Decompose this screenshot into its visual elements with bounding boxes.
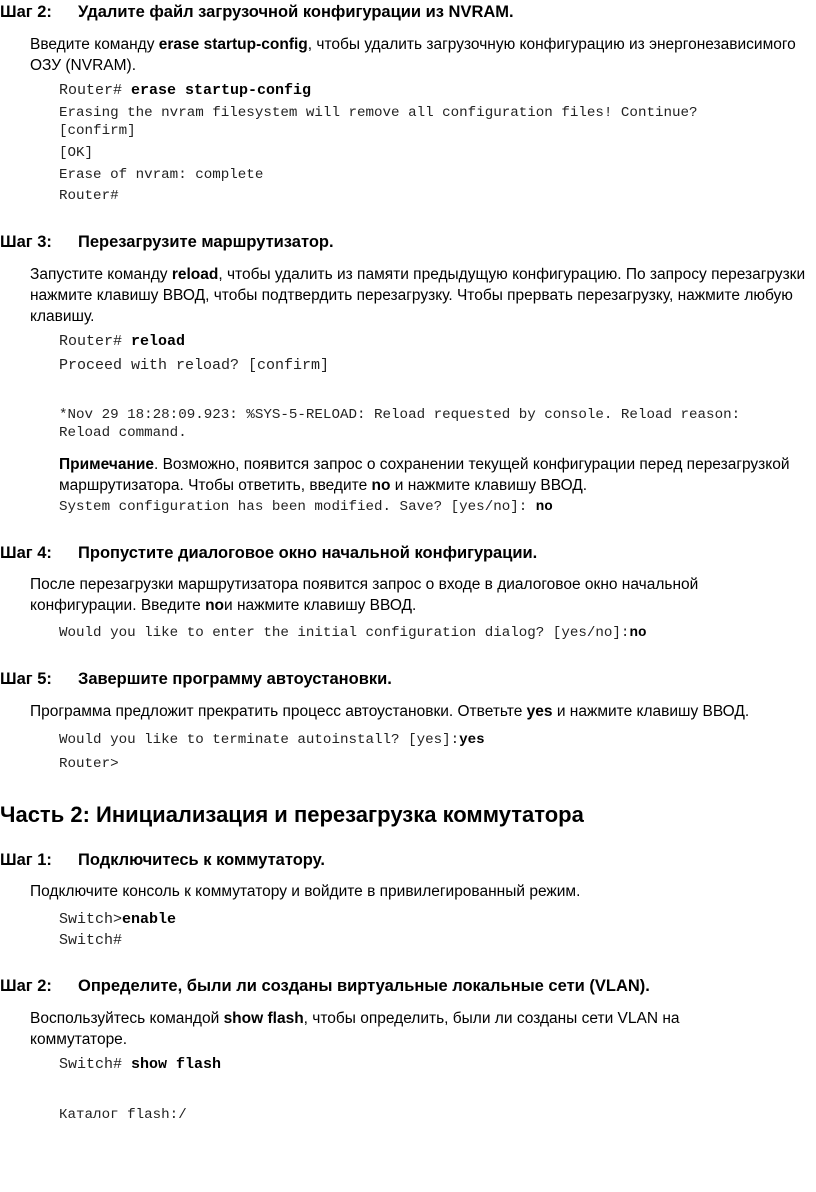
step-2-paragraph-part2: Воспользуйтесь командой show flash, чтобы определить, были ли созданы сети VLAN на коммутаторе.	[30, 1010, 680, 1048]
step-2-heading-part2: Шаг 2: Определите, были ли созданы виртуальные локальные сети (VLAN).	[0, 977, 650, 995]
code-line: Switch>enable	[59, 911, 177, 928]
code-line: Router>	[59, 756, 119, 772]
code-line: Proceed with reload? [confirm]	[59, 357, 330, 374]
step-3-heading: Шаг 3: Перезагрузите маршрутизатор.	[0, 233, 334, 251]
note-paragraph: Примечание. Возможно, появится запрос о сохранении текущей конфигурации перед перезагрузкой маршрутизатора. Чтобы ответить, введите no и нажмите клавишу ВВОД.	[59, 456, 790, 494]
code-line: Switch# show flash	[59, 1056, 222, 1073]
code-line: System configuration has been modified. Save? [yes/no]: no	[59, 499, 553, 515]
code-line: *Nov 29 18:28:09.923: %SYS-5-RELOAD: Reload requested by console. Reload reason:	[59, 407, 741, 423]
code-line: Erase of nvram: complete	[59, 167, 264, 183]
code-line: Would you like to terminate autoinstall? [yes]:yes	[59, 732, 485, 748]
code-line: [OK]	[59, 145, 94, 161]
step-2-paragraph: Введите команду erase startup-config, чтобы удалить загрузочную конфигурацию из энергонезависимого ОЗУ (NVRAM).	[30, 36, 796, 74]
part-2-title: Часть 2: Инициализация и перезагрузка коммутатора	[0, 802, 584, 827]
code-line: Reload command.	[59, 425, 187, 441]
step-1-paragraph: Подключите консоль к коммутатору и войдите в привилегированный режим.	[30, 883, 581, 900]
code-line: Router#	[59, 188, 119, 204]
code-line: Каталог flash:/	[59, 1107, 187, 1123]
code-line: [confirm]	[59, 123, 136, 139]
step-3-paragraph: Запустите команду reload, чтобы удалить из памяти предыдущую конфигурацию. По запросу перезагрузки нажмите клавишу ВВОД, чтобы подтвердить перезагрузку. Чтобы прервать перезагрузку, нажмите любую клавишу.	[30, 266, 806, 325]
code-line: Router# reload	[59, 333, 186, 350]
step-5-paragraph: Программа предложит прекратить процесс автоустановки. Ответьте yes и нажмите клавишу ВВОД.	[30, 703, 750, 720]
step-4-paragraph: После перезагрузки маршрутизатора появится запрос о входе в диалоговое окно начальной конфигурации. Введите noи нажмите клавишу ВВОД.	[30, 576, 699, 614]
step-4-heading: Шаг 4: Пропустите диалоговое окно начальной конфигурации.	[0, 544, 538, 562]
code-line: Would you like to enter the initial configuration dialog? [yes/no]:no	[59, 625, 647, 641]
code-line: Router# erase startup-config	[59, 82, 312, 99]
code-line: Erasing the nvram filesystem will remove all configuration files! Continue?	[59, 105, 698, 121]
code-line: Switch#	[59, 932, 123, 949]
step-1-heading: Шаг 1: Подключитесь к коммутатору.	[0, 851, 325, 869]
step-5-heading: Шаг 5: Завершите программу автоустановки.	[0, 670, 392, 688]
step-2-heading: Шаг 2: Удалите файл загрузочной конфигурации из NVRAM.	[0, 3, 514, 21]
